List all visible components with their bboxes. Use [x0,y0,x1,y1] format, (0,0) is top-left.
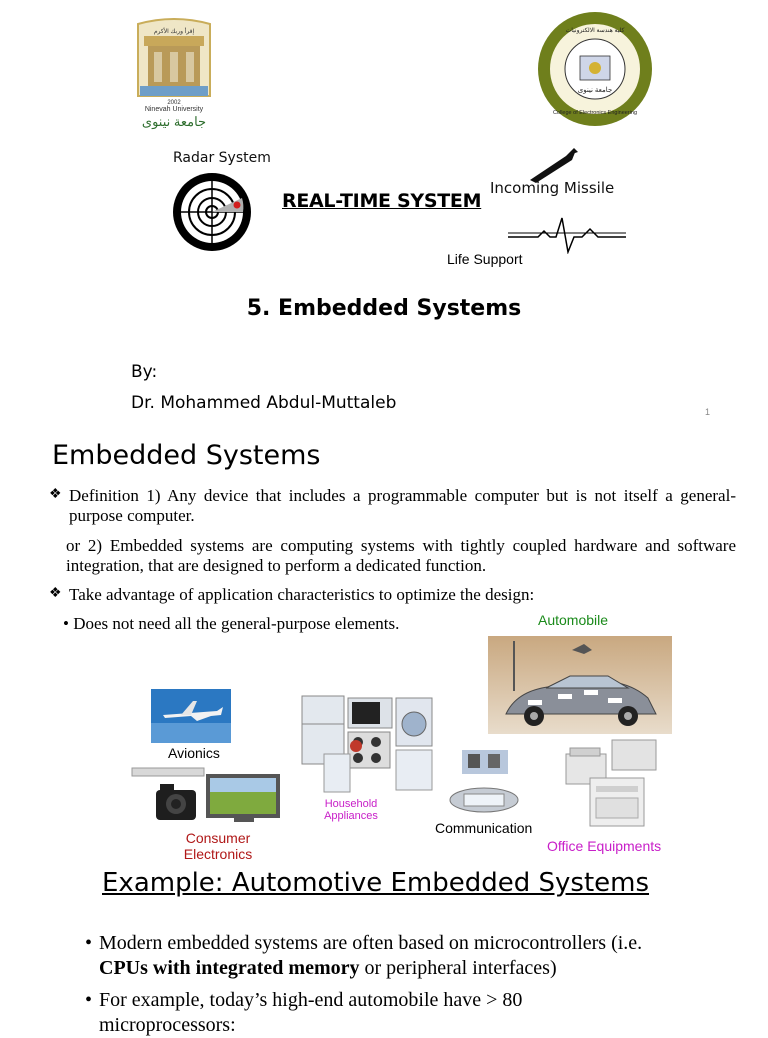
slide-heading: Embedded Systems [52,440,321,471]
ecg-waveform-icon [508,216,626,254]
diamond-bullet-icon: ❖ [49,487,62,502]
bullet-2-line-2: microprocessors: [99,1014,236,1036]
bullet-1-tail-text: or peripheral interfaces) [359,957,557,979]
household-caption-line-2: Appliances [324,810,378,822]
automobile-caption: Automobile [538,612,609,628]
radar-icon [172,172,252,252]
consumer-caption-line-1: Consumer [185,830,251,846]
logo-arabic-motto: إقرأ وربك الأكرم [153,29,195,35]
consumer-caption-line-2: Electronics [183,846,253,862]
communication-caption: Communication [435,820,533,836]
sub-bullet [63,614,399,634]
real-time-system-title: REAL-TIME SYSTEM [282,190,482,212]
household-caption [316,798,386,822]
slide-number: 1 [705,407,711,417]
consumer-electronics-image [130,766,282,824]
seal-center-text: جامعة نينوى [577,87,613,94]
diamond-bullet-icon: ❖ [49,586,62,601]
seal-arabic-text: كلية هندسة الالكترونيات [565,28,625,34]
bullet-dot-icon: • [85,989,93,1011]
deck-title: 5. Embedded Systems [246,296,522,321]
bullet-1-bold-text: CPUs with integrated memory [99,957,360,979]
bullet-dot-icon: • [63,614,69,633]
ninevah-university-logo [120,18,228,130]
college-seal-logo [536,10,654,128]
logo-arabic-name: جامعة نينوى [141,114,207,129]
author-name: Dr. Mohammed Abdul-Muttaleb [131,393,397,413]
household-appliances-image [300,694,434,794]
by-label: By: [131,362,158,382]
advantage-text: Take advantage of application characteristics to optimize the design: [69,585,535,604]
automobile-image [488,636,672,734]
definition-2-text: or 2) Embedded systems are computing systems with tightly coupled hardware and software integration, that are designed to perform a dedicated function. [66,536,736,575]
incoming-missile-label: Incoming Missile [490,179,615,197]
example-heading: Example: Automotive Embedded Systems [102,868,650,898]
logo-year: 2002 [167,100,181,106]
avionics-caption: Avionics [168,745,220,761]
definition-2 [66,536,736,576]
bullet-2-text: For example, today’s high-end automobile have > 80 [99,989,523,1011]
seal-english-text: College of Electronics Engineering [552,110,638,116]
radar-system-label: Radar System [173,150,271,166]
avionics-image [151,689,231,743]
communication-image [448,748,522,816]
bullet-automobile-processors [85,988,745,1038]
definition-1 [49,486,736,526]
sub-bullet-text: Does not need all the general-purpose elements. [73,614,400,633]
consumer-caption [168,830,268,862]
office-caption: Office Equipments [547,838,662,854]
definition-1-text: Definition 1) Any device that includes a programmable computer but is not itself a general-purpose computer. [69,486,736,525]
office-equipment-image [560,738,662,832]
life-support-label: Life Support [447,251,523,267]
household-caption-line-1: Household [324,798,378,810]
bullet-1-text: Modern embedded systems are often based on microcontrollers (i.e. [99,932,643,954]
logo-university-name: Ninevah University [144,106,204,113]
bullet-dot-icon: • [85,932,93,954]
bullet-microcontrollers [85,931,745,981]
advantage-bullet [49,585,736,605]
